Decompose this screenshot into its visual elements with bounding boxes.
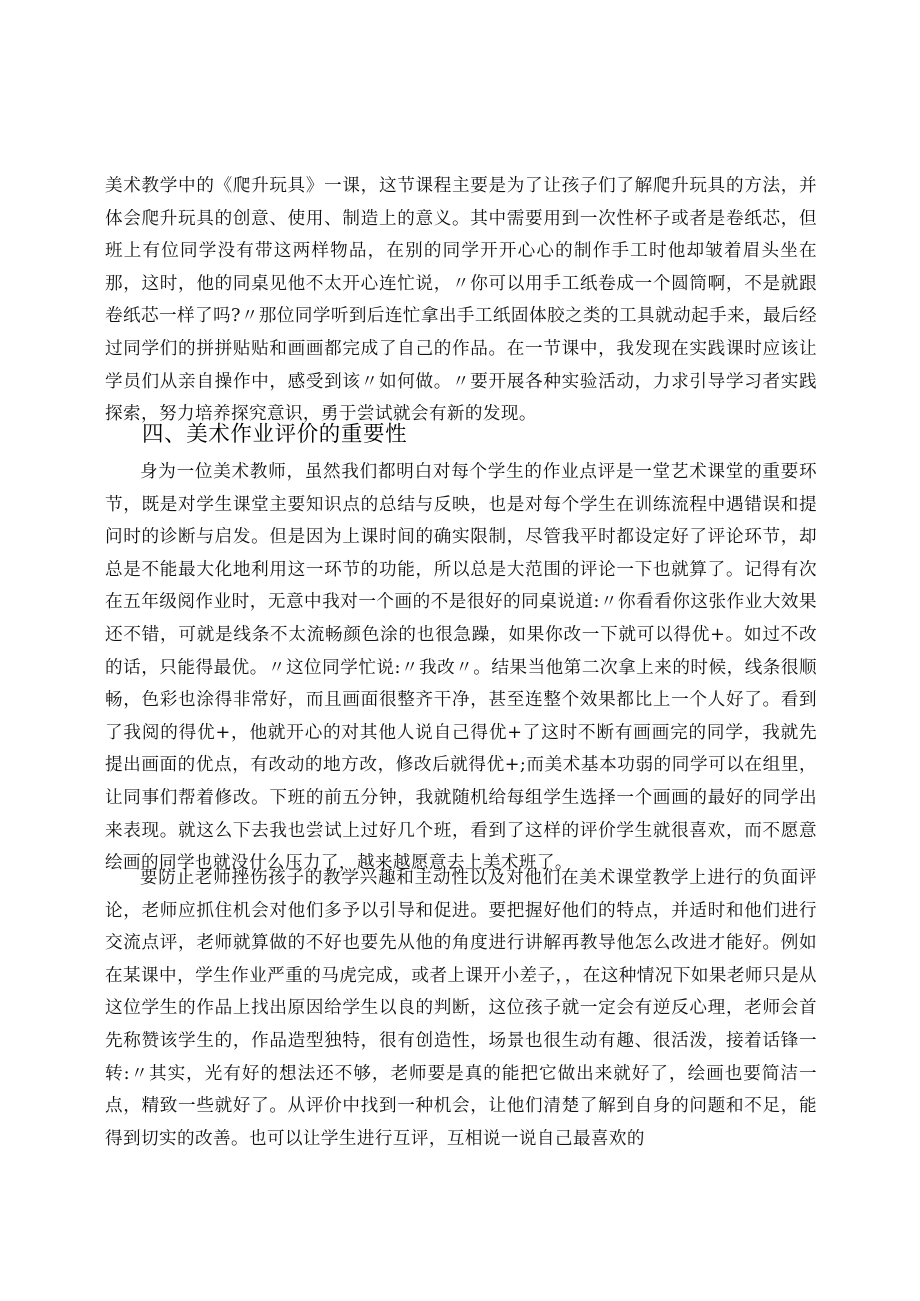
body-paragraph-guidance: 要防止老师挫伤孩子的教学兴趣和主动性以及对他们在美术课堂教学上进行的负面评论，老师应抓住机会对他们多予以引导和促进。要把握好他们的特点，并适时和他们进行交流点评，老师就算做的不好也要先从他的角度进行讲解再教导他怎么改进才能好。例如在某课中，学生作业严重的马虎完成，或者上课开小差子，，在这种情况下如果老师只是从这位学生的作品上找出原因给学生以良的判断，这位孩子就一定会有逆反心理，老师会首先称赞该学生的，作品造型独特，很有创造性，场景也很生动有趣、很活泼，接着话锋一转:〃其实，光有好的想法还不够，老师要是真的能把它做出来就好了，绘画也要简洁一点，精致一些就好了。从评价中找到一种机会，让他们清楚了解到自身的问题和不足，能得到切实的改善。也可以让学生进行互评，互相说一说自己最喜欢的 — [105, 868, 817, 1149]
body-paragraph-evaluation: 身为一位美术教师，虽然我们都明白对每个学生的作业点评是一堂艺术课堂的重要环节，既是对学生课堂主要知识点的总结与反映，也是对每个学生在训练流程中遇错误和提问时的诊断与启发。但是因为上课时间的确实限制，尽管我平时都设定好了评论环节，却总是不能最大化地利用这一环节的功能，所以总是大范围的评论一下也就算了。记得有次在五年级阅作业时，无意中我对一个画的不是很好的同桌说道:〃你看看你这张作业大效果还不错，可就是线条不太流畅颜色涂的也很急躁，如果你改一下就可以得优+。如过不改的话，只能得最优。〃这位同学忙说:〃我改〃。结果当他第二次拿上来的时候，线条很顺畅，色彩也涂得非常好，而且画面很整齐干净，甚至连整个效果都比上一个人好了。看到了我阅的得优+，他就开心的对其他人说自己得优+了这时不断有画画完的同学，我就先提出画面的优点，有改动的地方改，修改后就得优+;而美术基本功弱的同学可以在组里，让同事们帮着修改。下班的前五分钟，我就随机给每组学生选择一个画画的最好的同学出来表现。就这么下去我也尝试上过好几个班，看到了这样的评价学生就很喜欢，而不愿意绘画的同学也就没什么压力了，越来越愿意去上美术班了。 — [105, 462, 817, 874]
body-paragraph-climbing-toys: 美术教学中的《爬升玩具》一课，这节课程主要是为了让孩子们了解爬升玩具的方法，并体会爬升玩具的创意、使用、制造上的意义。其中需要用到一次性杯子或者是卷纸芯，但班上有位同学没有带这两样物品，在别的同学开开心心的制作手工时他却皱着眉头坐在那，这时，他的同桌见他不太开心连忙说，〃你可以用手工纸卷成一个圆筒啊，不是就跟卷纸芯一样了吗?〃那位同学听到后连忙拿出手工纸固体胶之类的工具就动起手来，最后经过同学们的拼拼贴贴和画画都完成了自己的作品。在一节课中，我发现在实践课时应该让学员们从亲自操作中，感受到该〃如何做。〃要开展各种实验活动，力求引导学习者实践探索，努力培养探究意识，勇于尝试就会有新的发现。 — [105, 176, 817, 425]
section-heading: 四、美术作业评价的重要性 — [142, 422, 408, 447]
